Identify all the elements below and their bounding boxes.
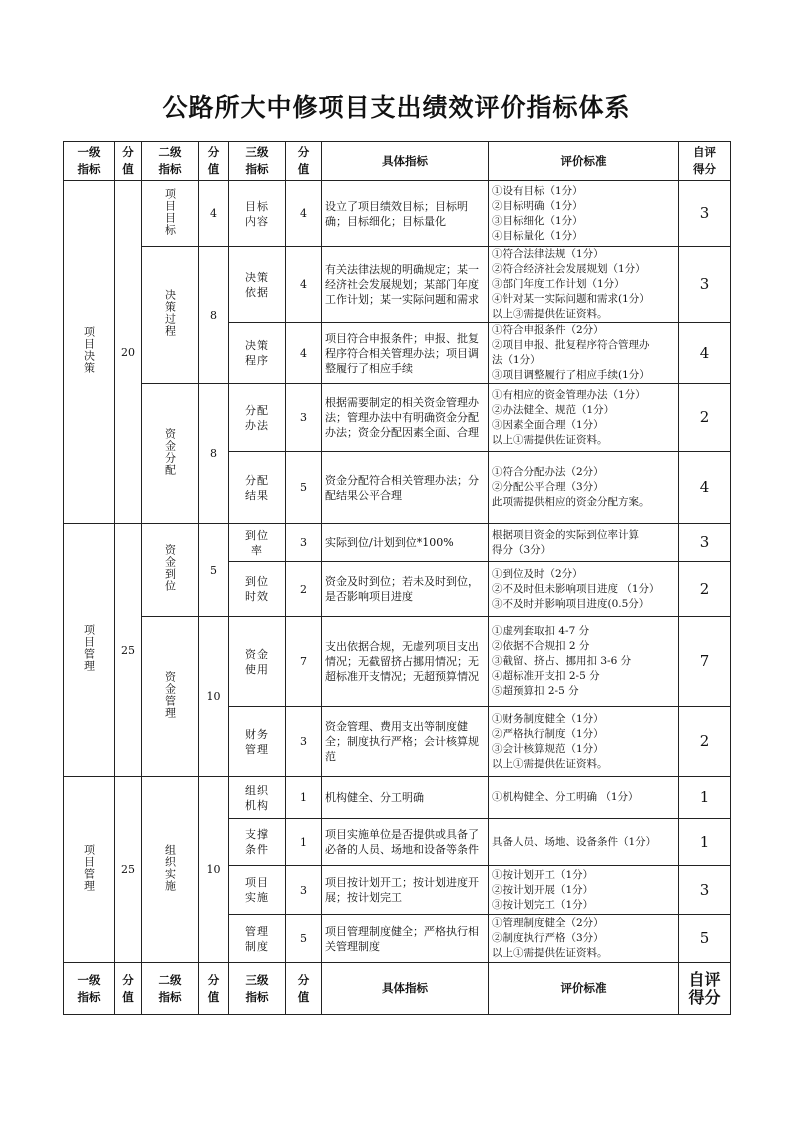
criteria-line: ①符合申报条件（2分） bbox=[492, 324, 604, 336]
level3-score: 5 bbox=[286, 915, 322, 963]
criteria-line: ②按计划开展（1分） bbox=[492, 883, 594, 896]
footer-text: 三级 bbox=[245, 972, 269, 987]
footer-text: 分 bbox=[207, 972, 220, 987]
header-text: 二级指标 bbox=[158, 145, 182, 176]
level3-indicator bbox=[229, 323, 286, 384]
footer-cell bbox=[229, 963, 286, 1015]
self-score: 3 bbox=[679, 181, 731, 247]
header-text: 分值 bbox=[122, 145, 134, 176]
specific-indicator: 项目符合申报条件；申报、批复程序符合相关管理办法；项目调整履行了相应手续 bbox=[322, 323, 489, 384]
level2-score: 8 bbox=[199, 247, 229, 384]
footer-text: 值 bbox=[297, 989, 310, 1004]
header-text: 分值 bbox=[297, 145, 310, 176]
evaluation-criteria bbox=[489, 384, 679, 452]
criteria-line: ②严格执行制度（1分） bbox=[492, 727, 604, 740]
level2-indicator bbox=[142, 524, 199, 617]
table-footer-row bbox=[64, 963, 731, 1015]
criteria-line: ①符合法律法规（1分） bbox=[492, 248, 604, 260]
level3-score: 4 bbox=[286, 323, 322, 384]
header-cell bbox=[286, 142, 322, 181]
footer-text: 一级 bbox=[77, 972, 101, 987]
evaluation-criteria bbox=[489, 777, 679, 819]
specific-indicator: 有关法律法规的明确规定；某一经济社会发展规划；某部门年度工作计划；某一实际问题和需求 bbox=[322, 247, 489, 323]
self-score: 7 bbox=[679, 617, 731, 707]
criteria-line: 法（1分） bbox=[492, 354, 541, 366]
level1-indicator bbox=[64, 181, 115, 524]
footer-cell bbox=[199, 963, 229, 1015]
level3-score: 3 bbox=[286, 524, 322, 562]
table-row bbox=[64, 617, 731, 707]
self-score: 3 bbox=[679, 866, 731, 915]
header-text: 三级指标 bbox=[245, 145, 269, 176]
header-text: 具体指标 bbox=[382, 153, 428, 168]
level3-score: 1 bbox=[286, 819, 322, 866]
level3-name: 决策程序 bbox=[245, 339, 269, 367]
level3-score: 3 bbox=[286, 707, 322, 777]
criteria-line: ④针对某一实际问题和需求(1分） bbox=[492, 293, 650, 305]
table-row bbox=[64, 181, 731, 247]
level3-indicator bbox=[229, 819, 286, 866]
footer-cell bbox=[286, 963, 322, 1015]
criteria-line: ①机构健全、分工明确 （1分） bbox=[492, 791, 639, 803]
level3-score: 4 bbox=[286, 181, 322, 247]
header-cell bbox=[229, 142, 286, 181]
criteria-line: ②依据不合规扣 2 分 bbox=[492, 640, 590, 652]
header-cell bbox=[679, 142, 731, 181]
table-row bbox=[64, 524, 731, 562]
level2-indicator bbox=[142, 247, 199, 384]
level2-name: 资金管理 bbox=[163, 670, 177, 719]
footer-text: 分 bbox=[122, 972, 134, 987]
level2-score: 10 bbox=[199, 777, 229, 963]
level2-name: 组织实施 bbox=[163, 843, 177, 892]
level3-indicator bbox=[229, 524, 286, 562]
footer-cell bbox=[489, 963, 679, 1015]
page-title: 公路所大中修项目支出绩效评价指标体系 bbox=[162, 93, 631, 122]
footer-cell bbox=[142, 963, 199, 1015]
header-text: 自评得分 bbox=[693, 145, 716, 176]
footer-text: 自评 bbox=[688, 969, 721, 989]
evaluation-criteria bbox=[489, 181, 679, 247]
evaluation-criteria bbox=[489, 819, 679, 866]
level3-score: 3 bbox=[286, 866, 322, 915]
level2-name: 项目目标 bbox=[163, 187, 177, 236]
self-score: 4 bbox=[679, 452, 731, 524]
level1-indicator bbox=[64, 777, 115, 963]
level3-name: 目标内容 bbox=[245, 199, 269, 228]
criteria-line: ①设有目标（1分） bbox=[492, 184, 583, 197]
self-score: 3 bbox=[679, 524, 731, 562]
level2-score: 10 bbox=[199, 617, 229, 777]
criteria-line: ①到位及时（2分） bbox=[492, 567, 583, 580]
criteria-line: ②不及时但未影响项目进度 （1分） bbox=[492, 582, 660, 595]
level1-score: 25 bbox=[115, 524, 142, 777]
criteria-line: ①虚列套取扣 4-7 分 bbox=[492, 625, 590, 637]
criteria-line: ③截留、挤占、挪用扣 3-6 分 bbox=[492, 655, 632, 667]
level2-indicator bbox=[142, 777, 199, 963]
footer-text: 二级 bbox=[158, 972, 182, 987]
footer-text: 评价标准 bbox=[560, 981, 607, 995]
table-row bbox=[64, 384, 731, 452]
self-score: 5 bbox=[679, 915, 731, 963]
header-cell bbox=[199, 142, 229, 181]
evaluation-criteria bbox=[489, 247, 679, 323]
self-score: 1 bbox=[679, 777, 731, 819]
specific-indicator: 项目管理制度健全；严格执行相关管理制度 bbox=[322, 915, 489, 963]
criteria-line: ③按计划完工（1分） bbox=[492, 898, 594, 911]
level3-indicator bbox=[229, 384, 286, 452]
footer-text: 分 bbox=[297, 972, 310, 987]
table-header-row bbox=[64, 142, 731, 181]
footer-cell bbox=[64, 963, 115, 1015]
self-score: 3 bbox=[679, 247, 731, 323]
specific-indicator: 资金管理、费用支出等制度健全；制度执行严格；会计核算规范 bbox=[322, 707, 489, 777]
level3-score: 5 bbox=[286, 452, 322, 524]
level2-name: 资金到位 bbox=[163, 544, 177, 592]
level1-indicator bbox=[64, 524, 115, 777]
specific-indicator: 实际到位/计划到位*100% bbox=[322, 524, 489, 562]
indicator-table bbox=[63, 141, 731, 1015]
specific-indicator: 设立了项目绩效目标；目标明确；目标细化；目标量化 bbox=[322, 181, 489, 247]
level1-score: 20 bbox=[115, 181, 142, 524]
level3-name: 分配办法 bbox=[245, 403, 269, 432]
criteria-line: ③部门年度工作计划（1分） bbox=[492, 278, 625, 290]
level3-name: 分配结果 bbox=[245, 473, 269, 502]
footer-text: 值 bbox=[122, 989, 134, 1004]
level3-name: 财务管理 bbox=[245, 727, 269, 756]
level3-name: 资金使用 bbox=[245, 647, 269, 676]
level3-indicator bbox=[229, 247, 286, 323]
header-cell bbox=[64, 142, 115, 181]
level2-score: 8 bbox=[199, 384, 229, 524]
footer-cell bbox=[679, 963, 731, 1015]
evaluation-criteria bbox=[489, 866, 679, 915]
evaluation-criteria bbox=[489, 617, 679, 707]
evaluation-criteria bbox=[489, 562, 679, 617]
self-score: 2 bbox=[679, 384, 731, 452]
criteria-line: ④超标准开支扣 2-5 分 bbox=[492, 670, 600, 682]
criteria-line: 以上③需提供佐证资料。 bbox=[492, 308, 608, 320]
criteria-line: 以上①需提供佐证资料。 bbox=[492, 757, 608, 770]
level3-name: 决策依据 bbox=[245, 270, 269, 299]
level1-score: 25 bbox=[115, 777, 142, 963]
footer-text: 指标 bbox=[77, 989, 101, 1004]
level3-score: 1 bbox=[286, 777, 322, 819]
level3-score: 7 bbox=[286, 617, 322, 707]
level2-indicator bbox=[142, 181, 199, 247]
footer-text: 具体指标 bbox=[382, 981, 428, 995]
self-score: 2 bbox=[679, 562, 731, 617]
self-score: 2 bbox=[679, 707, 731, 777]
level3-score: 3 bbox=[286, 384, 322, 452]
evaluation-criteria bbox=[489, 323, 679, 384]
table-row bbox=[64, 777, 731, 819]
criteria-line: ③目标细化（1分） bbox=[492, 214, 583, 227]
criteria-line: 以上①需提供佐证资料。 bbox=[492, 947, 608, 959]
level2-score: 4 bbox=[199, 181, 229, 247]
level3-indicator bbox=[229, 866, 286, 915]
evaluation-criteria bbox=[489, 524, 679, 562]
header-cell bbox=[322, 142, 489, 181]
criteria-line: 此项需提供相应的资金分配方案。 bbox=[492, 496, 650, 508]
criteria-line: 根据项目资金的实际到位率计算 bbox=[492, 528, 639, 541]
criteria-line: 以上①需提供佐证资料。 bbox=[492, 433, 608, 446]
criteria-line: ⑤超预算扣 2-5 分 bbox=[492, 685, 579, 697]
evaluation-criteria bbox=[489, 452, 679, 524]
criteria-line: ③不及时并影响项目进度(0.5分） bbox=[492, 597, 650, 610]
level3-indicator bbox=[229, 562, 286, 617]
level3-indicator bbox=[229, 181, 286, 247]
specific-indicator: 机构健全、分工明确 bbox=[322, 777, 489, 819]
level2-indicator bbox=[142, 617, 199, 777]
level3-indicator bbox=[229, 452, 286, 524]
level3-indicator bbox=[229, 915, 286, 963]
criteria-line: ②分配公平合理（3分） bbox=[492, 481, 604, 493]
table-row bbox=[64, 247, 731, 323]
criteria-line: ④目标量化（1分） bbox=[492, 229, 583, 242]
level3-indicator bbox=[229, 777, 286, 819]
level2-indicator bbox=[142, 384, 199, 524]
header-cell bbox=[142, 142, 199, 181]
footer-cell bbox=[115, 963, 142, 1015]
evaluation-criteria bbox=[489, 915, 679, 963]
header-text: 一级指标 bbox=[77, 145, 101, 176]
level2-name: 决策过程 bbox=[163, 289, 177, 337]
criteria-line: ②目标明确（1分） bbox=[492, 199, 583, 212]
criteria-line: ②制度执行严格（3分） bbox=[492, 932, 604, 944]
specific-indicator: 根据需要制定的相关资金管理办法；管理办法中有明确资金分配办法；资金分配因素全面、合理 bbox=[322, 384, 489, 452]
criteria-line: ①按计划开工（1分） bbox=[492, 868, 594, 881]
level1-name: 项目管理 bbox=[82, 843, 96, 892]
criteria-line: ①有相应的资金管理办法（1分） bbox=[492, 388, 646, 401]
header-cell bbox=[115, 142, 142, 181]
criteria-line: ②项目申报、批复程序符合管理办 bbox=[492, 339, 650, 351]
criteria-line: 得分（3分） bbox=[492, 543, 552, 556]
self-score: 4 bbox=[679, 323, 731, 384]
level3-name: 管理制度 bbox=[245, 924, 269, 953]
specific-indicator: 项目实施单位是否提供或具备了必备的人员、场地和设备等条件 bbox=[322, 819, 489, 866]
self-score: 1 bbox=[679, 819, 731, 866]
header-text: 评价标准 bbox=[560, 153, 607, 168]
footer-text: 指标 bbox=[245, 989, 269, 1004]
level3-indicator bbox=[229, 617, 286, 707]
level1-name: 项目管理 bbox=[82, 624, 96, 672]
criteria-line: ③项目调整履行了相应手续(1分） bbox=[492, 369, 650, 381]
criteria-line: ①管理制度健全（2分） bbox=[492, 917, 604, 929]
level3-name: 到位时效 bbox=[245, 575, 269, 603]
footer-cell bbox=[322, 963, 489, 1015]
criteria-line: ①财务制度健全（1分） bbox=[492, 712, 604, 725]
specific-indicator: 资金分配符合相关管理办法；分配结果公平合理 bbox=[322, 452, 489, 524]
level3-name: 到位率 bbox=[245, 528, 269, 557]
criteria-line: ③因素全面合理（1分） bbox=[492, 418, 604, 431]
criteria-line: ②办法健全、规范（1分） bbox=[492, 403, 615, 416]
footer-text: 得分 bbox=[688, 987, 721, 1007]
footer-text: 指标 bbox=[158, 989, 182, 1004]
specific-indicator: 资金及时到位；若未及时到位，是否影响项目进度 bbox=[322, 562, 489, 617]
criteria-line: ①符合分配办法（2分） bbox=[492, 466, 604, 478]
level2-name: 资金分配 bbox=[163, 427, 177, 476]
criteria-line: ②符合经济社会发展规划（1分） bbox=[492, 263, 646, 275]
criteria-line: ③会计核算规范（1分） bbox=[492, 742, 604, 755]
level3-indicator bbox=[229, 707, 286, 777]
criteria-line: 具备人员、场地、设备条件（1分） bbox=[492, 835, 657, 848]
footer-text: 值 bbox=[207, 989, 220, 1004]
header-cell bbox=[489, 142, 679, 181]
evaluation-criteria bbox=[489, 707, 679, 777]
level2-score: 5 bbox=[199, 524, 229, 617]
header-text: 分值 bbox=[207, 145, 220, 176]
level3-name: 支撑条件 bbox=[245, 828, 269, 856]
level3-name: 项目实施 bbox=[245, 876, 269, 904]
level3-score: 2 bbox=[286, 562, 322, 617]
level3-score: 4 bbox=[286, 247, 322, 323]
specific-indicator: 项目按计划开工；按计划进度开展；按计划完工 bbox=[322, 866, 489, 915]
level3-name: 组织机构 bbox=[245, 783, 269, 812]
level1-name: 项目决策 bbox=[82, 326, 96, 374]
specific-indicator: 支出依据合规，无虚列项目支出情况；无截留挤占挪用情况；无超标准开支情况；无超预算情况 bbox=[322, 617, 489, 707]
